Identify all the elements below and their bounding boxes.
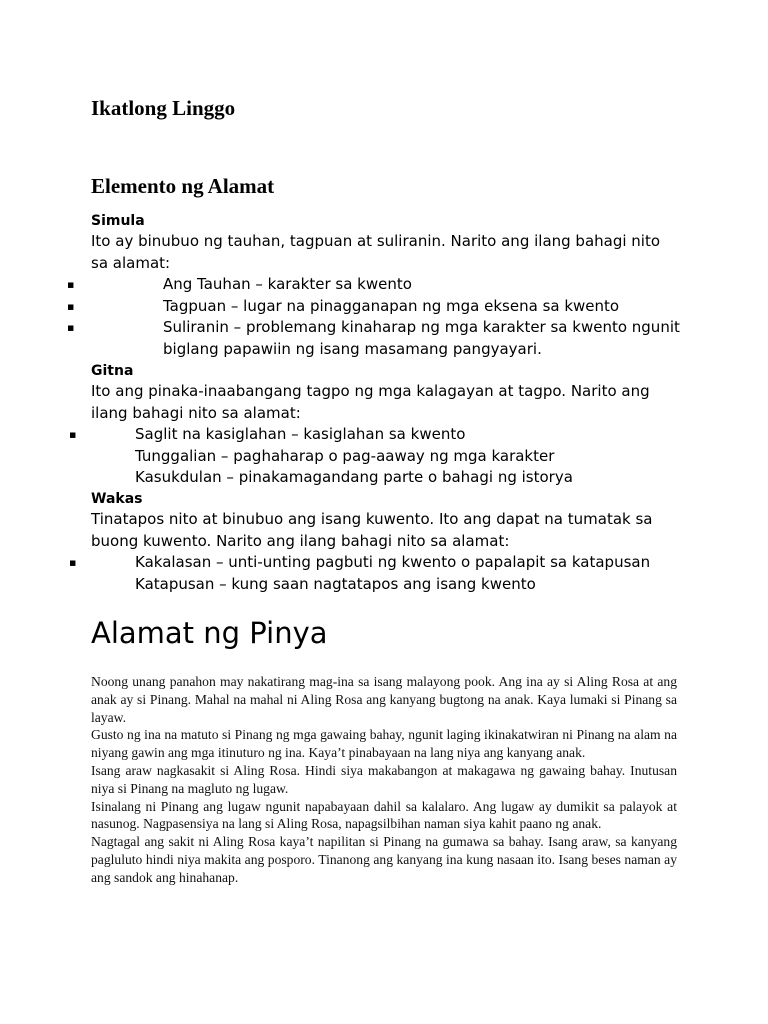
section-wakas [69,489,681,595]
story-body [91,673,677,887]
week-heading: Ikatlong Linggo [91,96,236,120]
story-paragraph: Isang araw nagkasakit si Aling Rosa. Hindi siya makabangon at makagawa ng gawaing bahay. Inutusan niya si Pinang na magluto ng lugaw. [91,762,677,796]
list-item [69,552,681,574]
list-item-text: Saglit na kasiglahan – kasiglahan sa kwento [135,425,466,443]
list-line: Katapusan – kung saan nagtatapos ang isang kwento [135,574,536,593]
section-label: Wakas [91,491,143,507]
list-line: Kasukdulan – pinakamagandang parte o bahagi ng istorya [135,468,573,486]
story-paragraph: Gusto ng ina na matuto si Pinang ng mga gawaing bahay, ngunit laging ikinakatwiran ni Pinang na alam na niyang gawin ang mga itinuturo ng ina. Kaya’t pinabayaan na lang niya ang kanyang anak. [91,727,677,761]
bullet-list [67,274,681,360]
section-simula [67,211,681,360]
list-item-text: Suliranin – problemang kinaharap ng mga karakter sa kwento ngunit biglang papawiin ng isang masamang pangyayari. [163,318,680,358]
story-paragraph: Isinalang ni Pinang ang lugaw ngunit napabayaan dahil sa kalalaro. Ang lugaw ay dumikit sa palayok at nasunog. Nagpasensiya na lang si Aling Rosa, napagsilbihan naman siya kahit paano ng anak. [91,798,677,832]
section-label: Simula [91,213,145,229]
story-paragraph: Nagtagal ang sakit ni Aling Rosa kaya’t napilitan si Pinang na gumawa sa bahay. Isang araw, sa kanyang pagluluto hindi niya makita ang posporo. Tinanong ang kanyang ina kung nasaan ito. Isang beses naman ay ang sandok ang hinahanap. [91,834,677,885]
list-item-text: Kakalasan – unti-unting pagbuti ng kwento o papalapit sa katapusan [135,553,651,571]
bullet-list [69,552,681,574]
section-label: Gitna [91,363,134,379]
list-item [67,317,681,360]
section-text: Ito ay binubuo ng tauhan, tagpuan at suliranin. Narito ang ilang bahagi nito sa alamat: [91,232,661,272]
story-title: Alamat ng Pinya [91,616,328,650]
list-item-text: Ang Tauhan – karakter sa kwento [163,275,412,293]
bullet-icon: ▪ [67,278,75,291]
list-item [69,424,681,446]
section-text: Tinatapos nito at binubuo ang isang kuwento. Ito ang dapat na tumatak sa buong kuwento. Narito ang ilang bahagi nito sa alamat: [91,510,653,550]
bullet-icon: ▪ [69,428,77,441]
list-line: Tunggalian – paghaharap o pag-aaway ng mga karakter [135,446,555,465]
story-paragraph: Noong unang panahon may nakatirang mag-ina sa isang malayong pook. Ang ina ay si Aling Rosa at ang anak ay si Pinang. Mahal na mahal ni Aling Rosa ang kanyang bugtong na anak. Kaya lumaki si Pinang sa layaw. [91,674,677,725]
section-gitna [69,361,681,489]
list-item-text: Tagpuan – lugar na pinagganapan ng mga eksena sa kwento [163,296,620,315]
bullet-icon: ▪ [67,321,75,334]
list-item [67,274,681,296]
list-item [67,296,681,318]
section-text: Ito ang pinaka-inaabangang tagpo ng mga kalagayan at tagpo. Narito ang ilang bahagi nito sa alamat: [91,382,650,422]
bullet-icon: ▪ [67,299,75,313]
elements-heading: Elemento ng Alamat [91,174,275,198]
bullet-icon: ▪ [69,556,77,569]
bullet-list [69,424,681,446]
